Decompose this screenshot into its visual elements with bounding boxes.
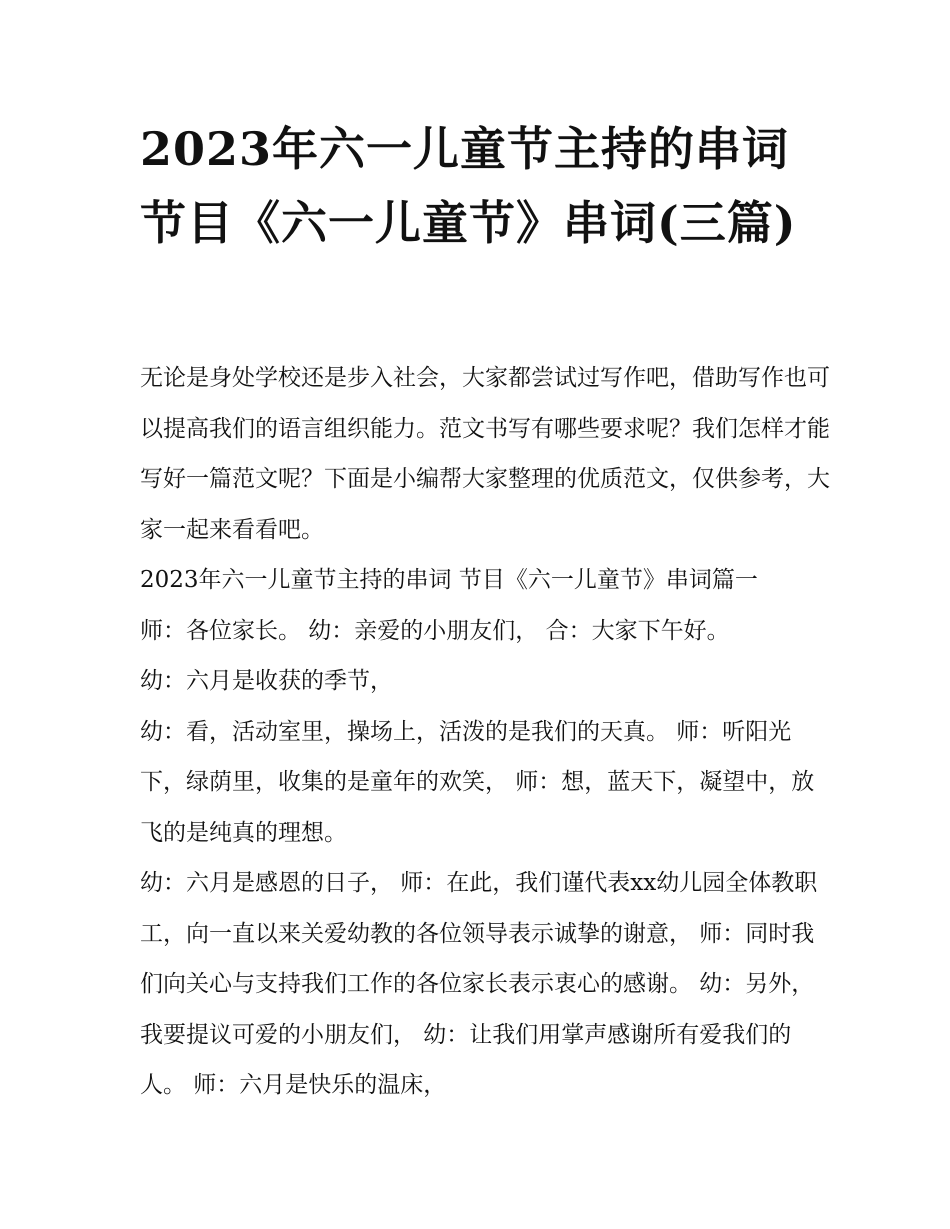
paragraph-childhood: 幼：看，活动室里，操场上，活泼的是我们的天真。 师：听阳光下，绿荫里，收集的是童年的欢笑， 师：想，蓝天下，凝望中，放飞的是纯真的理想。 — [140, 718, 815, 846]
paragraph-gratitude: 幼：六月是感恩的日子， 师：在此，我们谨代表xx幼儿园全体教职工，向一直以来关爱幼教的各位领导表示诚挚的谢意， 师：同时我们向关心与支持我们工作的各位家长表示衷心的感谢。 幼：另外，我要提议可爱的小朋友们， 幼：让我们用掌声感谢所有爱我们的人。 师：六月是快乐的温床， — [140, 870, 818, 1098]
paragraph-greeting: 师：各位家长。 幼：亲爱的小朋友们， 合：大家下午好。 — [140, 617, 730, 644]
section-heading: 2023年六一儿童节主持的串词 节目《六一儿童节》串词篇一 — [140, 567, 758, 593]
document-body — [140, 353, 830, 1111]
document-title: 2023年六一儿童节主持的串词 节目《六一儿童节》串词(三篇) — [140, 122, 797, 250]
intro-paragraph: 无论是身处学校还是步入社会，大家都尝试过写作吧，借助写作也可以提高我们的语言组织能力。范文书写有哪些要求呢？我们怎样才能写好一篇范文呢？下面是小编帮大家整理的优质范文，仅供参考，大家一起来看看吧。 — [140, 365, 830, 543]
paragraph-harvest: 幼：六月是收获的季节， — [140, 668, 393, 694]
